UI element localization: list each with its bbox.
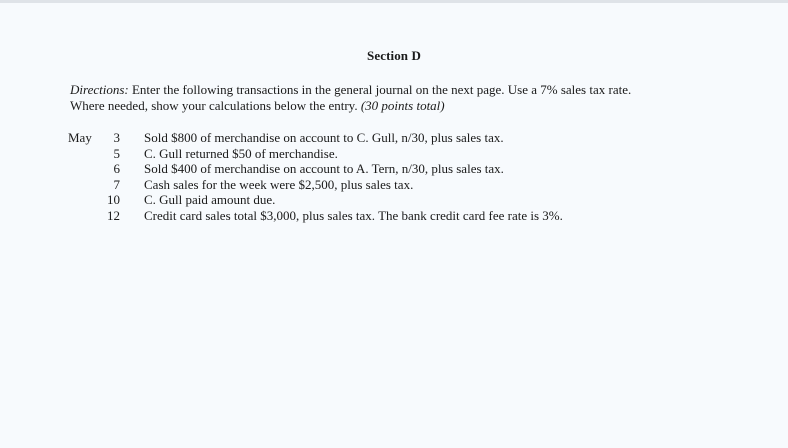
transaction-month: [68, 177, 98, 193]
transaction-description: Sold $400 of merchandise on account to A. Tern, n/30, plus sales tax.: [144, 161, 504, 177]
directions-lead: Directions:: [70, 82, 129, 97]
transaction-description: C. Gull returned $50 of merchandise.: [144, 145, 338, 161]
transaction-day: 12: [107, 207, 120, 223]
transaction-day: 7: [113, 176, 120, 192]
transaction-day: 6: [113, 161, 120, 177]
transaction-day: 10: [107, 192, 120, 208]
directions-points: (30 points total): [360, 98, 445, 113]
transaction-row: [68, 208, 563, 224]
transaction-description: Sold $800 of merchandise on account to C. Gull, n/30, plus sales tax.: [144, 130, 504, 145]
directions-text: Enter the following transactions in the general journal on the next page. Use a 7% sales tax rate. Where needed, show your calculations below the entry.: [70, 82, 632, 113]
transaction-description: Credit card sales total $3,000, plus sales tax. The bank credit card fee rate is 3%.: [144, 207, 563, 223]
transaction-description: C. Gull paid amount due.: [144, 192, 276, 208]
transaction-row: [68, 161, 563, 177]
top-divider: [0, 0, 788, 3]
transaction-row: [68, 192, 563, 208]
section-title: Section D: [367, 48, 421, 63]
transaction-month: [68, 192, 98, 208]
transaction-row: [68, 146, 563, 162]
transaction-list: [68, 130, 563, 224]
transaction-month: [68, 161, 98, 177]
directions-paragraph: [70, 82, 660, 114]
transaction-row: [68, 177, 563, 193]
transaction-row: [68, 130, 563, 146]
transaction-month: May: [68, 130, 92, 145]
transaction-day: 3: [113, 130, 120, 145]
transaction-month: [68, 208, 98, 224]
transaction-description: Cash sales for the week were $2,500, plus sales tax.: [144, 176, 414, 192]
transaction-month: [68, 146, 98, 162]
transaction-day: 5: [113, 145, 120, 161]
